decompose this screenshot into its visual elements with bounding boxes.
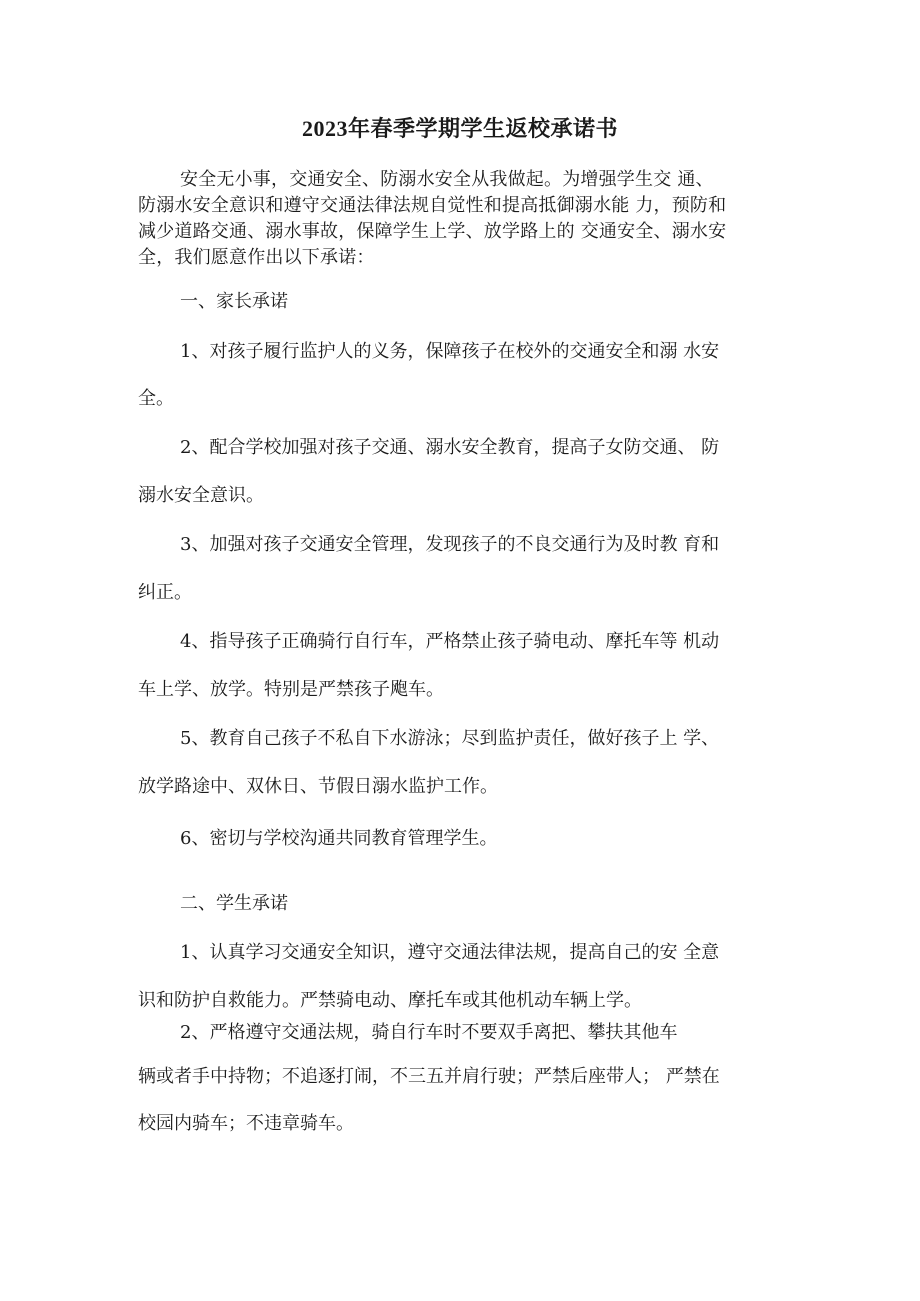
parent-item-line: 1、对孩子履行监护人的义务，保障孩子在校外的交通安全和溺 水安 (180, 341, 720, 362)
section-heading-parents: 一、家长承诺 (180, 291, 288, 312)
intro-line: 全，我们愿意作出以下承诺： (138, 247, 375, 268)
parent-item-line: 3、加强对孩子交通安全管理，发现孩子的不良交通行为及时教 育和 (180, 534, 720, 555)
section-heading-students: 二、学生承诺 (180, 893, 288, 914)
student-item-line: 识和防护自救能力。严禁骑电动、摩托车或其他机动车辆上学。 (138, 990, 642, 1011)
parent-item-line: 放学路途中、双休日、节假日溺水监护工作。 (138, 776, 498, 797)
parent-item-line: 全。 (138, 388, 174, 409)
document-title: 2023年春季学期学生返校承诺书 (301, 116, 618, 141)
parent-item-line: 车上学、放学。特别是严禁孩子飑车。 (138, 679, 444, 700)
student-item-line: 辆或者手中持物；不追逐打闹，不三五并肩行驶；严禁后座带人； 严禁在 (138, 1066, 720, 1087)
parent-item-line: 4、指导孩子正确骑行自行车，严格禁止孩子骑电动、摩托车等 机动 (180, 631, 720, 652)
intro-line: 减少道路交通、溺水事故，保障学生上学、放学路上的 交通安全、溺水安 (138, 221, 727, 242)
student-item-line: 校园内骑车；不违章骑车。 (138, 1113, 354, 1134)
student-item-line: 1、认真学习交通安全知识，遵守交通法律法规，提高自己的安 全意 (180, 942, 720, 963)
parent-item-line: 纠正。 (138, 582, 192, 603)
intro-line: 防溺水安全意识和遵守交通法律法规自觉性和提高抵御溺水能 力，预防和 (138, 195, 727, 216)
parent-item-line: 2、配合学校加强对孩子交通、溺水安全教育，提高子女防交通、 防 (180, 437, 720, 458)
intro-line: 安全无小事，交通安全、防溺水安全从我做起。为增强学生交 通、 (180, 169, 714, 190)
parent-item-line: 6、密切与学校沟通共同教育管理学生。 (180, 828, 498, 849)
student-item-line: 2、严格遵守交通法规，骑自行车时不要双手离把、攀扶其他车 (180, 1022, 678, 1043)
parent-item-line: 5、教育自己孩子不私自下水游泳；尽到监护责任，做好孩子上 学、 (180, 728, 720, 749)
parent-item-line: 溺水安全意识。 (138, 485, 264, 506)
